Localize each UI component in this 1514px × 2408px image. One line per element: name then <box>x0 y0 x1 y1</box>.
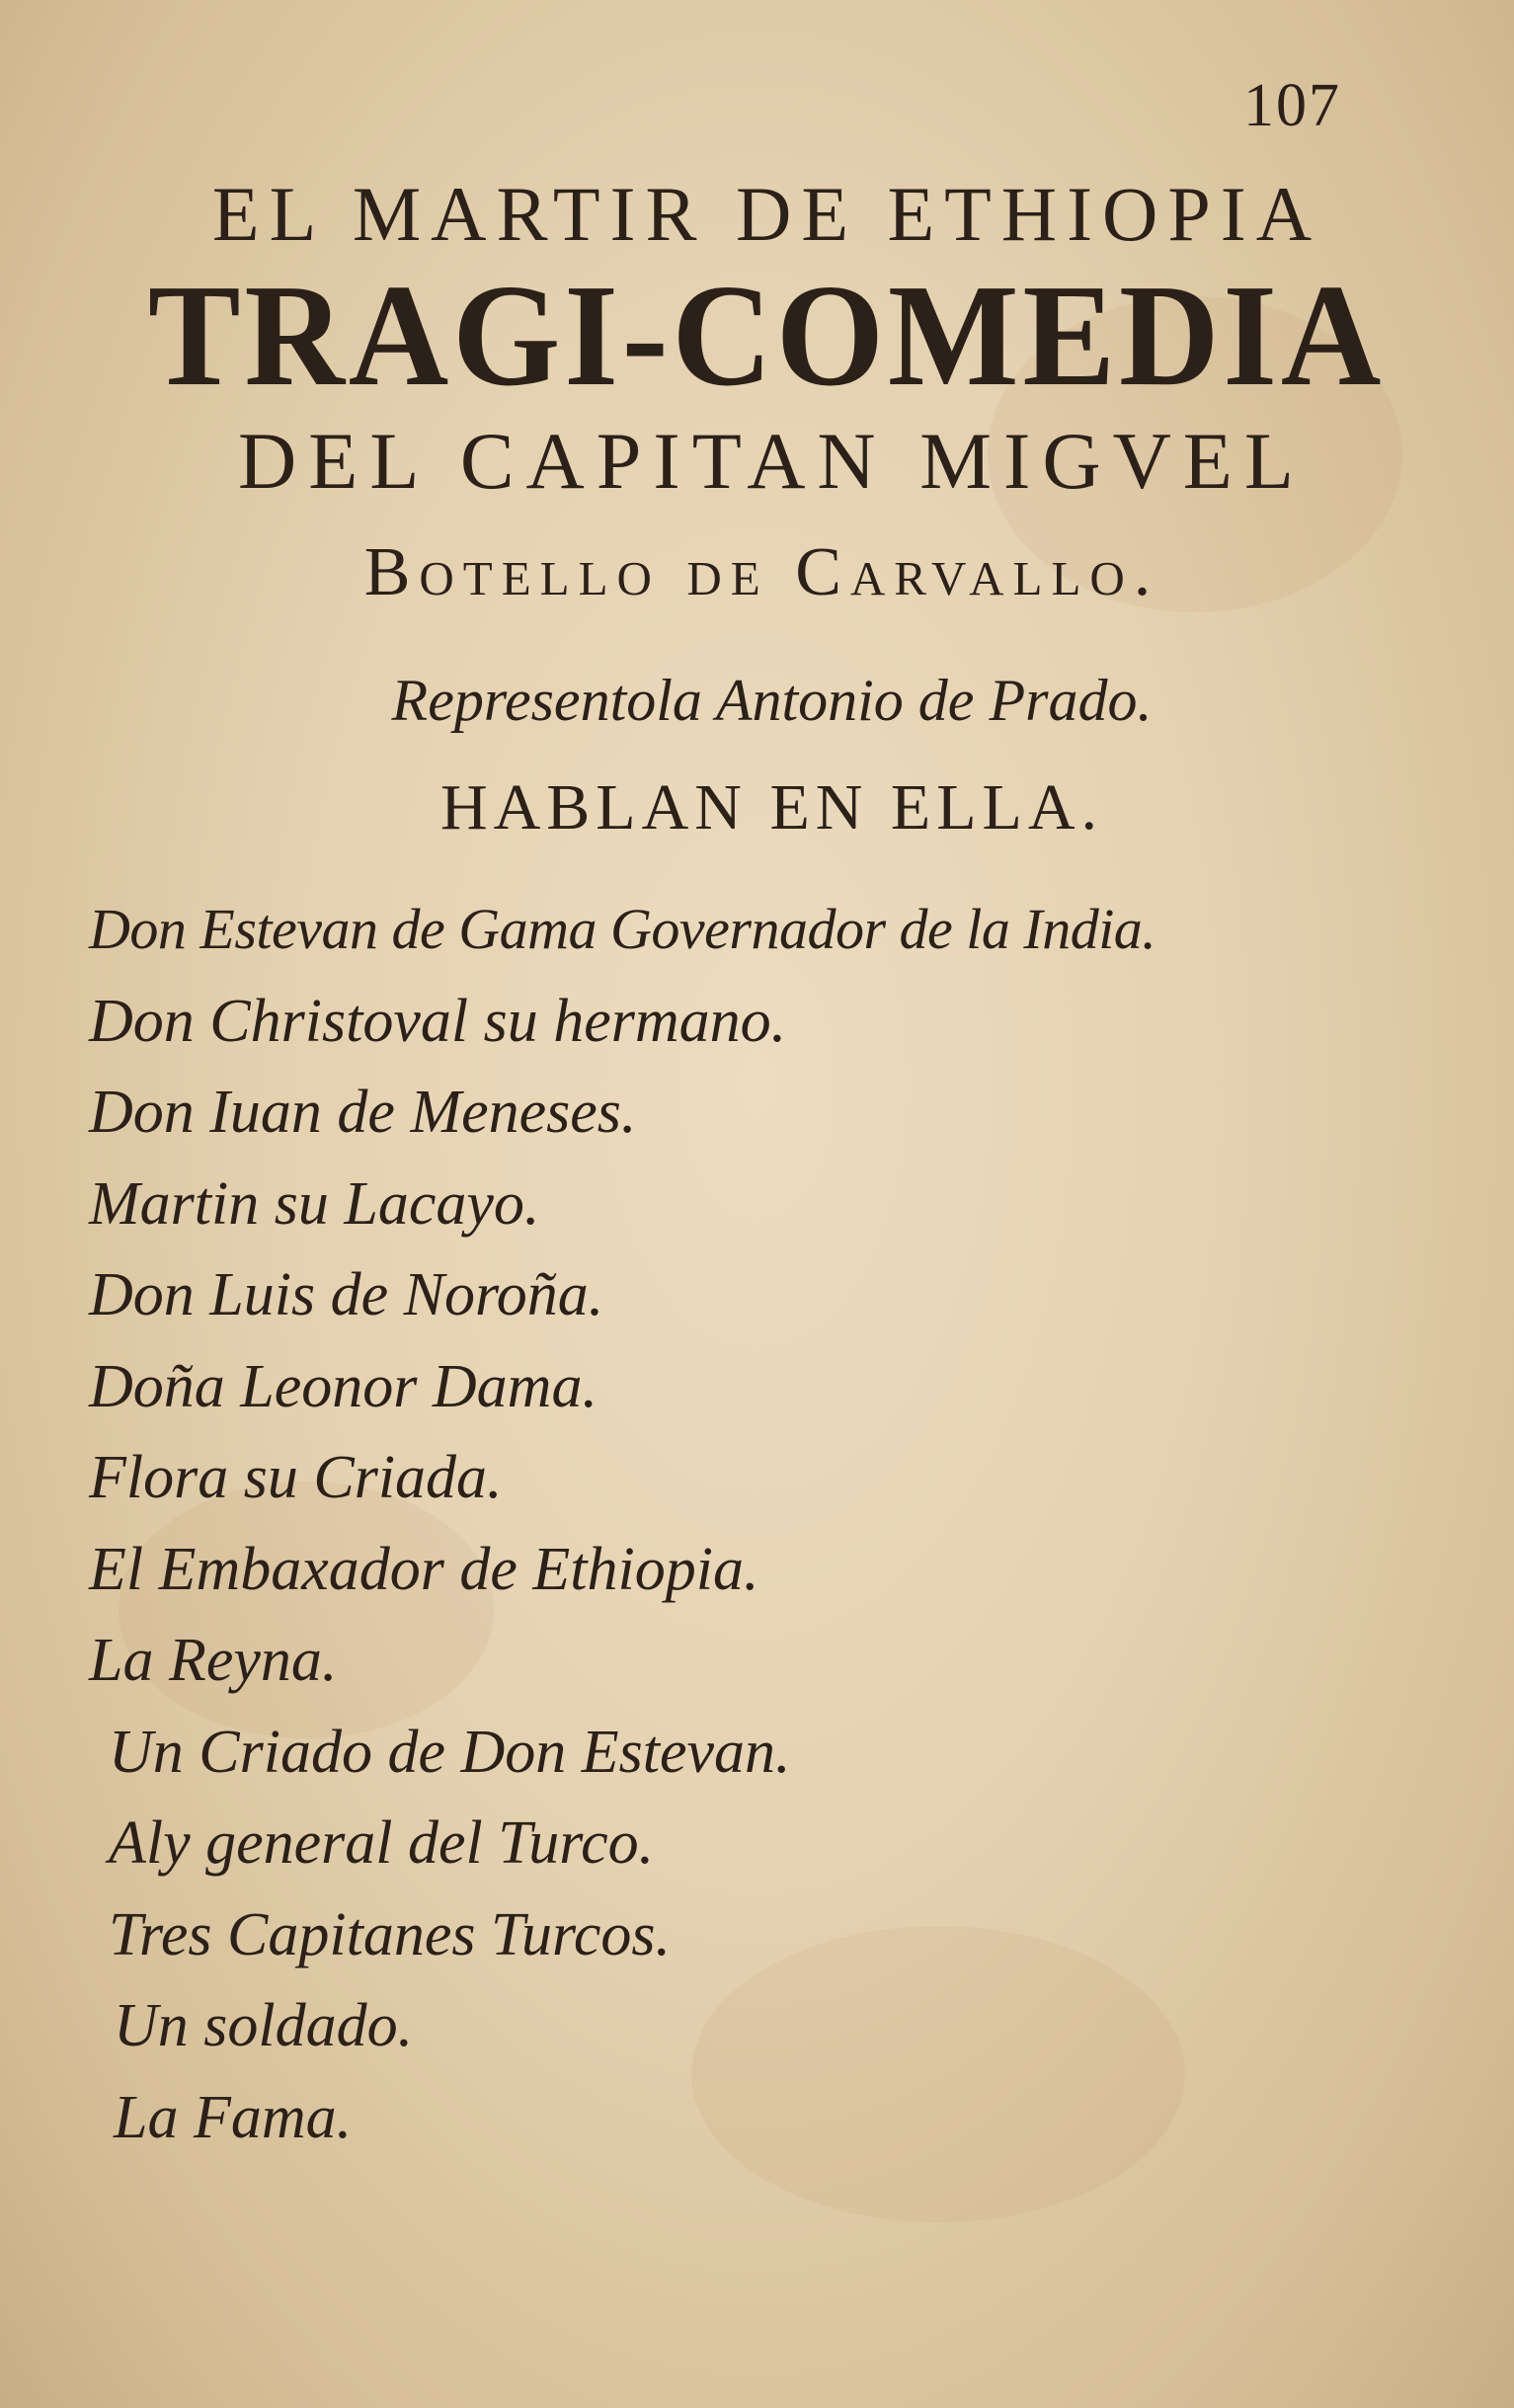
title-line-3: DEL CAPITAN MIGVEL <box>238 416 1306 506</box>
cast-item: La Fama. <box>114 2083 353 2151</box>
cast-list <box>89 884 1373 2163</box>
cast-item: La Reyna. <box>89 1627 338 1694</box>
cast-item: Don Christoval su hermano. <box>89 987 787 1055</box>
cast-item: Un Criado de Don Estevan. <box>109 1718 791 1786</box>
cast-item: Don Luis de Noroña. <box>89 1261 604 1328</box>
cast-item: Tres Capitanes Turcos. <box>109 1900 672 1968</box>
page-number: 107 <box>1243 72 1341 139</box>
cast-item: Flora su Criada. <box>89 1444 503 1511</box>
cast-item: Aly general del Turco. <box>109 1809 655 1877</box>
cast-item: Don Estevan de Gama Governador de la India. <box>89 897 1156 961</box>
cast-item: Don Iuan de Meneses. <box>89 1079 637 1146</box>
cast-item: Martin su Lacayo. <box>89 1169 540 1238</box>
title-line-4: Botello de Carvallo. <box>363 534 1160 610</box>
title-line-2: TRAGI-COMEDIA <box>147 255 1386 417</box>
title-line-1: EL MARTIR DE ETHIOPIA <box>211 171 1322 257</box>
performer-line: Representola Antonio de Prado. <box>391 668 1153 733</box>
cast-item: Doña Leonor Dama. <box>89 1352 598 1420</box>
cast-heading: HABLAN EN ELLA. <box>439 771 1104 843</box>
cast-item: Un soldado. <box>114 1992 414 2059</box>
cast-item: El Embaxador de Ethiopia. <box>89 1535 759 1603</box>
